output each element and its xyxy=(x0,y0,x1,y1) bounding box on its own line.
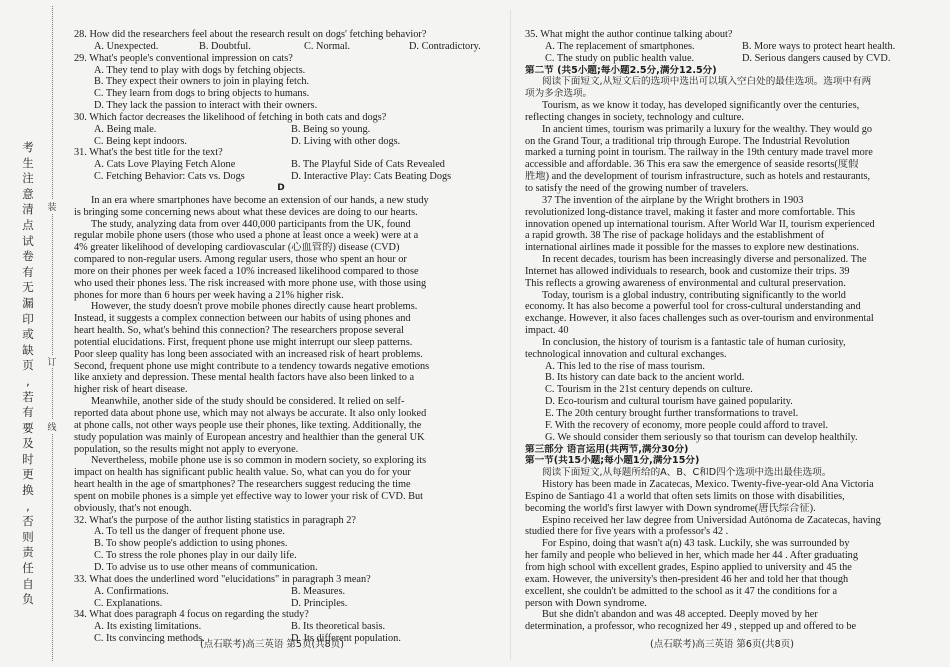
option: C. Its convincing methods. xyxy=(94,633,205,645)
option: C. Explanations. xyxy=(94,597,163,609)
text-line: heart health. So, what's behind this connection? The researchers propose several xyxy=(74,325,404,337)
option: B. They expect their owners to join in playing fetch. xyxy=(94,76,310,88)
option: A. Cats Love Playing Fetch Alone xyxy=(94,159,236,171)
text-line: higher risk of heart disease. xyxy=(74,384,188,396)
passage-label: D xyxy=(277,182,285,193)
option: B. The Playful Side of Cats Revealed xyxy=(291,159,445,171)
question-options xyxy=(74,41,488,53)
left-page xyxy=(74,29,488,645)
text-line: 37 The invention of the airplane by the Wright brothers in 1903 xyxy=(542,194,804,206)
passage-paragraph xyxy=(525,290,939,337)
text-line: becoming the world's first lawyer with Down syndrome(唐氏综合征). xyxy=(525,502,816,514)
text-line: obviously, that's not enough. xyxy=(74,502,192,514)
text-line: a rapid growth. 38 The rise of package holidays and the establishment of xyxy=(525,230,825,242)
choice: E. The 20th century brought further transformations to travel. xyxy=(545,408,799,419)
question-stem: 28. How did the researchers feel about the research result on dogs' fetching behavior? xyxy=(74,29,427,40)
text-line: 胜地) and the development of tourism infrastructure, such as hotels and restaurants, xyxy=(525,171,871,183)
section-title: 第二节 (共5小题;每小题2.5分,满分12.5分) xyxy=(525,64,717,76)
text-line: studied there for five years with a professor's 42 . xyxy=(525,526,729,538)
choice: A. This led to the rise of mass tourism. xyxy=(545,360,705,372)
text-line: Second, frequent phone use might contribute to a tendency towards negative emotions xyxy=(74,360,430,372)
text-line: heart health in the age of smartphones? The researchers suggest reducing the time xyxy=(74,479,411,491)
part-title: 第三部分 语言运用(共两节,满分30分) xyxy=(525,443,689,455)
text-line: Today, tourism is a global industry, contributing significantly to the world xyxy=(542,289,846,301)
passage-paragraph xyxy=(74,396,488,455)
option: A. Confirmations. xyxy=(94,585,169,597)
text-line: innovation opened up international tourism. After World War II, tourism experienced xyxy=(525,218,875,230)
text-line: international airlines made it possible for the masses to explore new destinations. xyxy=(525,242,859,254)
option: C. Normal. xyxy=(304,40,351,52)
text-line: 4% greater likelihood of developing cardiovascular (心血管的) disease (CVD) xyxy=(74,242,400,254)
text-line: person with Down syndrome. xyxy=(525,597,647,609)
choice-list xyxy=(525,361,939,444)
text-line: For Espino, doing that wasn't a(n) 43 task. Luckily, she was surrounded by xyxy=(542,538,850,550)
page-footer-right: (点石联考)高三英语 第6页(共8页) xyxy=(650,639,794,650)
text-line: exam. However, the university's then-president 46 her and told her that though xyxy=(525,573,849,585)
text-line: Meanwhile, another side of the study should be considered. It relied on self- xyxy=(91,396,405,408)
option: A. Its existing limitations. xyxy=(94,621,202,633)
text-line: Instead, it suggests a complex connection between our habits of using phones and xyxy=(74,313,411,325)
text-line: History has been made in Zacatecas, Mexico. Twenty-five-year-old Ana Victoria xyxy=(542,479,874,491)
binding-mark: 线 xyxy=(43,420,61,433)
passage-paragraph xyxy=(74,301,488,396)
option: A. Being male. xyxy=(94,123,157,135)
question-options xyxy=(525,41,939,53)
binding-margin xyxy=(0,0,68,667)
passage-paragraph xyxy=(74,195,488,302)
binding-mark: 订 xyxy=(43,355,61,368)
text-line: In conclusion, the history of tourism is a fantastic tale of human curiosity, xyxy=(542,336,846,348)
page-divider xyxy=(510,10,511,660)
option: A. They tend to play with dogs by fetching objects. xyxy=(94,64,306,76)
text-line: impact. 40 xyxy=(525,325,569,337)
text-line: Espino de Santiago 41 a world that often sets limits on those with disabilities, xyxy=(525,490,845,502)
text-line: In recent decades, tourism has been increasingly diverse and personalized. The xyxy=(542,254,867,266)
option: C. Fetching Behavior: Cats vs. Dogs xyxy=(94,171,245,183)
question-options xyxy=(74,136,488,148)
text-line: But she didn't abandon and was 48 accepted. Deeply moved by her xyxy=(542,609,818,621)
right-page xyxy=(525,29,939,633)
option: D. Contradictory. xyxy=(409,40,481,52)
question-options xyxy=(74,586,488,598)
text-line: spent on mobile phones is a simple yet effective way to lower your risk of CVD. But xyxy=(74,490,423,502)
text-line: Internet has allowed individuals to research, book and customize their trips. 39 xyxy=(525,265,850,277)
option: D. Its different population. xyxy=(291,633,401,645)
text-line: more on their phones per week faced a 10% increased likelihood compared to those xyxy=(74,265,419,277)
passage-paragraph xyxy=(525,337,939,361)
choice: B. Its history can date back to the ancient world. xyxy=(545,372,745,384)
question-stem: 31. What's the best title for the text? xyxy=(74,147,223,159)
text-line: reported data about phone use, which may not always be accurate. It also only looked xyxy=(74,408,427,419)
choice: D. Eco-tourism and cultural tourism have gained popularity. xyxy=(545,396,793,408)
text-line: compared to non-regular users. Among regular users, those who spent an hour or xyxy=(74,254,407,266)
text-line: revolutionized long-distance travel, making it faster and more comfortable. This xyxy=(525,206,856,218)
binding-marks xyxy=(43,0,61,667)
text-line: is bringing some concerning news about what these devices are doing to our hearts. xyxy=(74,206,418,218)
text-line: at phone calls, not other ways people use their phones, like texting. Additionally, the xyxy=(74,419,422,431)
text-line: accessible and affordable. 36 This era saw the emergence of seaside resorts(度假 xyxy=(525,159,859,171)
option: C. Being kept indoors. xyxy=(94,135,187,147)
cloze-passage xyxy=(525,479,939,633)
choice: G. We should consider them seriously so that tourism can develop healthily. xyxy=(545,431,858,443)
option: B. More ways to protect heart health. xyxy=(742,40,896,52)
option: B. To show people's addiction to using phones. xyxy=(94,538,288,550)
option: C. They learn from dogs to bring objects to humans. xyxy=(94,88,310,100)
option: B. Doubtful. xyxy=(199,40,251,52)
instructions: 阅读下面短文,从短文后的选项中选出可以填入空白处的最佳选项。选项中有两 xyxy=(542,76,872,88)
choice: C. Tourism in the 21st century depends on culture. xyxy=(545,384,753,396)
question-stem: 33. What does the underlined word "elucidations" in paragraph 3 mean? xyxy=(74,573,371,585)
question-options xyxy=(74,171,488,183)
binding-mark: 装 xyxy=(43,200,61,213)
text-line: This reflects a growing awareness of environmental and cultural preservation. xyxy=(525,277,846,289)
text-line: Nevertheless, mobile phone use is so common in modern society, so exploring its xyxy=(91,455,427,467)
passage-paragraph xyxy=(525,195,939,254)
option: D. Interactive Play: Cats Beating Dogs xyxy=(291,171,452,183)
text-line: Espino received her law degree from Universidad Autónoma de Zacatecas, having xyxy=(542,514,881,526)
passage-paragraph xyxy=(525,254,939,290)
text-line: like anxiety and depression. These mental health factors have also been linked to a xyxy=(74,372,415,384)
choice: F. With the recovery of economy, more people could afford to travel. xyxy=(545,419,829,431)
question-options xyxy=(74,621,488,633)
instructions: 阅读下面短文,从每题所给的A、B、C和D四个选项中选出最佳选项。 xyxy=(542,467,832,479)
option: C. The study on public health value. xyxy=(545,52,695,64)
option: D. Serious dangers caused by CVD. xyxy=(742,52,891,64)
text-line: study population was mainly of European ancestry and healthier than the general UK xyxy=(74,431,425,443)
question-stem: 34. What does paragraph 4 focus on regarding the study? xyxy=(74,609,309,621)
question-stem: 32. What's the purpose of the author listing statistics in paragraph 2? xyxy=(74,514,356,526)
option: C. To stress the role phones play in our daily life. xyxy=(94,550,297,562)
text-line: exchange. However, it also faces challenges such as over-tourism and environmental xyxy=(525,313,874,325)
binding-notice: 考 生 注 意 清 点 试 卷 有 无 漏 印 或 缺 页 , 若 有 要 及 时 更 换 , 否 则 责 任 自 负 xyxy=(22,140,34,607)
question-options xyxy=(525,53,939,65)
text-line: who used their phones less. The risk increased with more phone use, with those using xyxy=(74,277,427,289)
option: D. Principles. xyxy=(291,597,348,609)
passage-paragraph xyxy=(525,124,939,195)
option: D. Living with other dogs. xyxy=(291,135,401,147)
text-line: determination, a professor, who recognized her 49 , stepped up and offered to be xyxy=(525,621,857,633)
option: A. Unexpected. xyxy=(94,40,159,52)
question-stem: 35. What might the author continue talking about? xyxy=(525,29,733,40)
text-line: impact on health has significant public health value. So, what can you do for your xyxy=(74,467,411,479)
option: B. Its theoretical basis. xyxy=(291,621,386,633)
option: A. The replacement of smartphones. xyxy=(545,40,695,52)
text-line: technological innovation and cultural exchanges. xyxy=(525,348,727,360)
text-line: phones for more than 6 hours per week having a 21% higher risk. xyxy=(74,289,344,301)
passage-paragraph xyxy=(74,455,488,514)
text-line: potential elucidations. First, frequent phone use might interrupt our sleep patterns. xyxy=(74,336,413,348)
text-line: her family and people who believed in her, which made her 44 . After graduating xyxy=(525,550,858,562)
question-options xyxy=(74,159,488,171)
text-line: reflecting changes in society, technology and culture. xyxy=(525,111,744,123)
text-line: marked a turning point in tourism. The railway in the 19th century made travel more xyxy=(525,147,873,159)
passage-paragraph xyxy=(525,100,939,124)
text-line: regular mobile phone users (those who used a phone at least once a week) were at a xyxy=(74,230,419,242)
text-line: However, the study doesn't prove mobile phones directly cause heart problems. xyxy=(91,301,418,313)
option: A. To tell us the danger of frequent phone use. xyxy=(94,526,285,538)
text-line: In ancient times, tourism was primarily a luxury for the wealthy. They would go xyxy=(542,123,872,135)
text-line: Tourism, as we know it today, has developed significantly over the centuries, xyxy=(542,100,860,112)
text-line: In an era where smartphones have become an extension of our hands, a new study xyxy=(91,194,429,206)
option: D. They lack the passion to interact with their owners. xyxy=(94,100,318,112)
text-line: excellent, she couldn't be admitted to the school as it 47 the conditions for a xyxy=(525,585,838,597)
text-line: on the Grand Tour, a traditional trip through Europe. The Industrial Revolution xyxy=(525,135,850,147)
question-options xyxy=(74,124,488,136)
text-line: Poor sleep quality has long been associated with an increased risk of heart problems. xyxy=(74,348,423,360)
text-line: from high school with excellent grades, Espino applied to university and 45 the xyxy=(525,561,852,573)
question-stem: 29. What's people's conventional impression on cats? xyxy=(74,52,293,64)
option: D. To advise us to use other means of communication. xyxy=(94,561,318,573)
page-footer-left: (点石联考)高三英语 第5页(共8页) xyxy=(200,639,344,650)
text-line: The study, analyzing data from over 440,000 participants from the UK, found xyxy=(91,218,411,230)
option: B. Measures. xyxy=(291,585,346,597)
option: B. Being so young. xyxy=(291,123,371,135)
question-stem: 30. Which factor decreases the likelihood of fetching in both cats and dogs? xyxy=(74,111,387,123)
instructions: 项为多余选项。 xyxy=(525,88,593,100)
text-line: economy. It has also become a powerful tool for cross-cultural understanding and xyxy=(525,301,861,313)
text-line: to satisfy the need of the growing number of travelers. xyxy=(525,182,749,194)
question-options xyxy=(74,598,488,610)
text-line: population, so the results might not apply to everyone. xyxy=(74,443,299,455)
section-title: 第一节(共15小题;每小题1分,满分15分) xyxy=(525,455,700,467)
